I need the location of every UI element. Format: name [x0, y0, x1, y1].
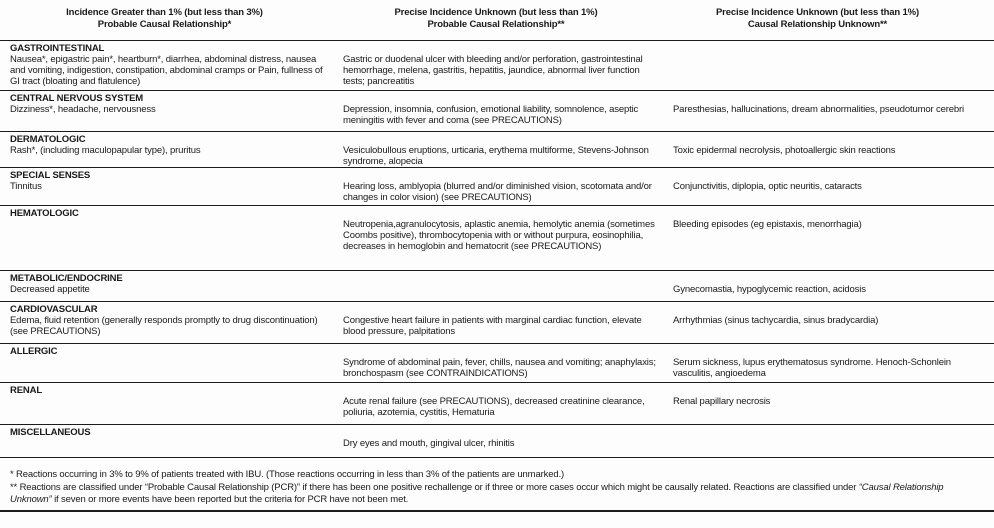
header-col1-line1: Incidence Greater than 1% (but less than 3%)	[66, 7, 263, 18]
cell-col3	[673, 43, 986, 90]
cell-text: Gynecomastia, hypoglycemic reaction, acidosis	[673, 284, 866, 295]
footnote-2-text: ** Reactions are classified under “Probable Causal Relationship (PCR)” if there has been one positive rechallenge or if three or more cases occur which might be causally related. Reactions are classified under	[10, 481, 859, 493]
cell-col3	[673, 208, 986, 270]
cell-text: Vesiculobullous eruptions, urticaria, erythema multiforme, Stevens-Johnson syndrome, alopecia	[343, 145, 649, 167]
cell-col1	[10, 304, 343, 343]
cell-text: Tinnitus	[10, 181, 42, 192]
cell-text: Decreased appetite	[10, 284, 90, 295]
footnote-2-continuation: if seven or more events have been reported but the criteria for PCR have not been met.	[51, 494, 409, 505]
cell-text: Paresthesias, hallucinations, dream abnormalities, pseudotumor cerebri	[673, 104, 965, 115]
cell-col2	[343, 304, 673, 343]
cell-col2	[343, 385, 673, 424]
header-col3-line1: Precise Incidence Unknown (but less than 1%)	[716, 7, 919, 18]
header-col1	[10, 7, 343, 40]
cell-text: Depression, insomnia, confusion, emotional liability, somnolence, aseptic meningitis with fever and coma (see PRECAUTIONS)	[343, 104, 639, 126]
cell-text: Neutropenia,agranulocytosis, aplastic anemia, hemolytic anemia (sometimes Coombs positive), thrombocytopenia with or without purpura, eosinophilia, decreases in hemoglobin and hematocrit (see PRECAUTIONS)	[343, 219, 655, 252]
table-row-miscellaneous	[0, 424, 994, 457]
cell-col1	[10, 93, 343, 131]
table-row-central-nervous-system	[0, 90, 994, 131]
cell-col3	[673, 346, 986, 382]
cell-text: Acute renal failure (see PRECAUTIONS), decreased creatinine clearance, poliuria, azotemia, cystitis, Hematuria	[343, 396, 645, 418]
header-col2-line2: Probable Causal Relationship**	[427, 19, 565, 30]
cell-text: Renal papillary necrosis	[673, 396, 771, 407]
cell-col3	[673, 170, 986, 205]
table-row-dermatologic	[0, 131, 994, 167]
table-row-renal	[0, 382, 994, 424]
footnotes	[0, 457, 994, 512]
category-label: METABOLIC/ENDOCRINE	[10, 273, 123, 284]
cell-col1	[10, 43, 343, 90]
cell-text: Nausea*, epigastric pain*, heartburn*, diarrhea, abdominal distress, nausea and vomiting, indigestion, constipation, abdominal cramps or Pain, fullness of GI tract (bloating and flatulence)	[10, 54, 323, 87]
table-row-hematologic	[0, 205, 994, 270]
cell-col1	[10, 273, 343, 301]
cell-col3	[673, 385, 986, 424]
footnote-2-italic-phrase: “Causal Relationship Unknown”	[10, 481, 944, 505]
cell-col3	[673, 427, 986, 457]
table-row-special-senses	[0, 167, 994, 205]
cell-col2	[343, 134, 673, 167]
cell-text: Arrhythmias (sinus tachycardia, sinus bradycardia)	[673, 315, 879, 326]
category-label: RENAL	[10, 385, 42, 396]
cell-text: Syndrome of abdominal pain, fever, chills, nausea and vomiting; anaphylaxis; bronchospasm (see CONTRAINDICATIONS)	[343, 357, 656, 379]
cell-text: Edema, fluid retention (generally responds promptly to drug discontinuation) (see PRECAUTIONS)	[10, 315, 318, 337]
cell-col3	[673, 304, 986, 343]
cell-text: Dizziness*, headache, nervousness	[10, 104, 156, 115]
category-label: GASTROINTESTINAL	[10, 43, 105, 54]
cell-col2	[343, 208, 673, 270]
table-row-allergic	[0, 343, 994, 382]
cell-col2	[343, 43, 673, 90]
cell-text: Hearing loss, amblyopia (blurred and/or diminished vision, scotomata and/or changes in color vision) (see PRECAUTIONS)	[343, 181, 652, 203]
table-row-cardiovascular	[0, 301, 994, 343]
category-label: HEMATOLOGIC	[10, 208, 79, 219]
category-label: CARDIOVASCULAR	[10, 304, 98, 315]
cell-col3	[673, 273, 986, 301]
cell-col3	[673, 134, 986, 167]
cell-col1	[10, 427, 343, 457]
cell-text: Conjunctivitis, diplopia, optic neuritis, cataracts	[673, 181, 862, 192]
category-label: ALLERGIC	[10, 346, 58, 357]
cell-col2	[343, 170, 673, 205]
footnote-2	[10, 482, 984, 507]
category-label: DERMATOLOGIC	[10, 134, 86, 145]
cell-col1	[10, 134, 343, 167]
cell-col1	[10, 346, 343, 382]
cell-col1	[10, 208, 343, 270]
header-col1-line2: Probable Causal Relationship*	[97, 19, 232, 30]
footnote-1: * Reactions occurring in 3% to 9% of patients treated with IBU. (Those reactions occurring in less than 3% of the patients are unmarked.)	[10, 469, 564, 480]
cell-text: Bleeding episodes (eg epistaxis, menorrhagia)	[673, 219, 862, 230]
cell-text: Serum sickness, lupus erythematosus syndrome. Henoch-Schonlein vasculitis, angioedema	[673, 357, 951, 379]
table-row-gastrointestinal	[0, 40, 994, 90]
cell-col1	[10, 385, 343, 424]
cell-col1	[10, 170, 343, 205]
cell-text: Rash*, (including maculopapular type), pruritus	[10, 145, 201, 156]
header-col2-line1: Precise Incidence Unknown (but less than 1%)	[394, 7, 598, 18]
cell-col2	[343, 273, 673, 301]
cell-text: Congestive heart failure in patients with marginal cardiac function, elevate blood pressure, palpitations	[343, 315, 642, 337]
cell-col2	[343, 93, 673, 131]
category-label: SPECIAL SENSES	[10, 170, 91, 181]
cell-col2	[343, 427, 673, 457]
cell-text: Dry eyes and mouth, gingival ulcer, rhinitis	[343, 438, 515, 449]
category-label: MISCELLANEOUS	[10, 427, 91, 438]
category-label: CENTRAL NERVOUS SYSTEM	[10, 93, 144, 104]
cell-text: Gastric or duodenal ulcer with bleeding and/or perforation, gastrointestinal hemorrhage, melena, gastritis, hepatitis, jaundice, abnormal liver function tests; pancreatitis	[343, 54, 643, 87]
header-col2	[343, 7, 673, 40]
table-row-metabolic-endocrine	[0, 270, 994, 301]
header-col3-line2: Causal Relationship Unknown**	[747, 19, 888, 30]
cell-text: Toxic epidermal necrolysis, photoallergic skin reactions	[673, 145, 896, 156]
cell-col3	[673, 93, 986, 131]
header-col3	[673, 7, 986, 40]
table-header-row	[0, 0, 994, 40]
cell-col2	[343, 346, 673, 382]
